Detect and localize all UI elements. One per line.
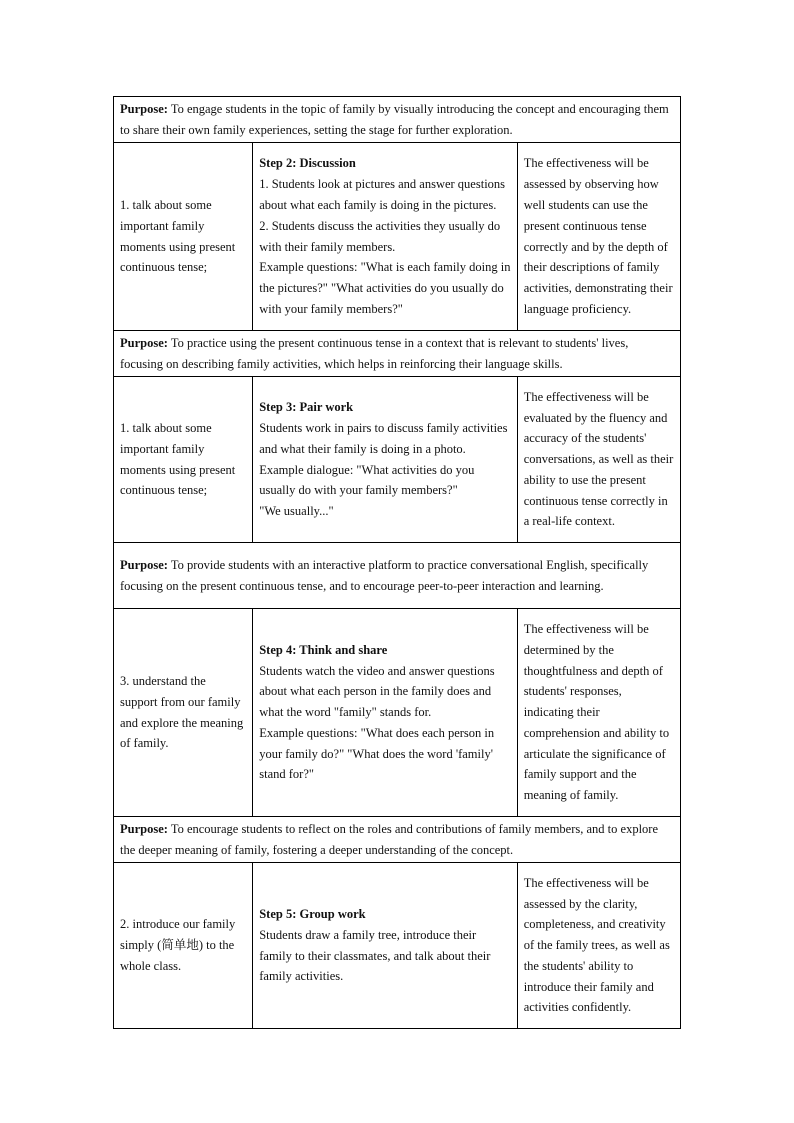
- activity-cell: [253, 377, 517, 543]
- evaluation-cell: The effectiveness will be assessed by observing how well students can use the present continuous tense correctly and by the depth of their descriptions of family activities, demonstrating their language proficiency.: [517, 143, 680, 331]
- lesson-plan-table: [113, 96, 681, 1029]
- purpose-cell: [114, 331, 681, 377]
- objective-cell: 3. understand the support from our family and explore the meaning of family.: [114, 609, 253, 817]
- purpose-row: [114, 817, 681, 863]
- purpose-text: To encourage students to reflect on the roles and contributions of family members, and to explore the deeper meaning of family, fostering a deeper understanding of the concept.: [120, 821, 659, 857]
- activity-line: Example dialogue: "What activities do you usually do with your family members?": [259, 462, 475, 498]
- step-title: Step 2: Discussion: [259, 156, 356, 171]
- evaluation-cell: The effectiveness will be assessed by the clarity, completeness, and creativity of the family trees, as well as the students' ability to introduce their family and activities confidently.: [517, 863, 680, 1029]
- purpose-label: Purpose:: [120, 335, 168, 350]
- step-row: [114, 143, 681, 331]
- activity-line: Students work in pairs to discuss family activities and what their family is doing in a photo.: [259, 420, 508, 456]
- purpose-row: [114, 331, 681, 377]
- purpose-cell: [114, 817, 681, 863]
- purpose-cell: [114, 543, 681, 609]
- evaluation-cell: The effectiveness will be determined by the thoughtfulness and depth of students' responses, indicating their comprehension and ability to articulate the significance of family support and the meaning of family.: [517, 609, 680, 817]
- purpose-text: To provide students with an interactive platform to practice conversational English, specifically focusing on the present continuous tense, and to encourage peer-to-peer interaction and learning.: [120, 557, 649, 593]
- evaluation-cell: The effectiveness will be evaluated by the fluency and accuracy of the students' conversations, as well as their ability to use the present continuous tense correctly in a real-life context.: [517, 377, 680, 543]
- activity-cell: [253, 143, 517, 331]
- purpose-label: Purpose:: [120, 821, 168, 836]
- activity-cell: [253, 863, 517, 1029]
- purpose-label: Purpose:: [120, 101, 168, 116]
- objective-cell: 1. talk about some important family moments using present continuous tense;: [114, 143, 253, 331]
- objective-cell: 1. talk about some important family moments using present continuous tense;: [114, 377, 253, 543]
- purpose-cell: [114, 97, 681, 143]
- activity-line: Example questions: "What does each person in your family do?" "What does the word 'family' stand for?": [259, 725, 495, 782]
- purpose-label: Purpose:: [120, 557, 168, 572]
- step-title: Step 4: Think and share: [259, 642, 388, 657]
- purpose-row: [114, 97, 681, 143]
- activity-line: Example questions: "What is each family doing in the pictures?" "What activities do you usually do with your family members?": [259, 260, 511, 316]
- activity-line: 1. Students look at pictures and answer questions about what each family is doing in the pictures.: [259, 177, 506, 212]
- purpose-row: [114, 543, 681, 609]
- step-row: [114, 863, 681, 1029]
- activity-line: "We usually...": [259, 504, 334, 519]
- step-row: [114, 609, 681, 817]
- activity-cell: [253, 609, 517, 817]
- step-title: Step 3: Pair work: [259, 400, 354, 415]
- activity-line: Students watch the video and answer questions about what each person in the family does and what the word "family" stands for.: [259, 663, 495, 720]
- activity-line: 2. Students discuss the activities they usually do with their family members.: [259, 218, 501, 254]
- step-title: Step 5: Group work: [259, 906, 366, 921]
- purpose-text: To practice using the present continuous tense in a context that is relevant to students' lives, focusing on describing family activities, which helps in reinforcing their language skills.: [120, 335, 629, 371]
- purpose-text: To engage students in the topic of family by visually introducing the concept and encouraging them to share their own family experiences, setting the stage for further exploration.: [120, 101, 669, 137]
- activity-line: Students draw a family tree, introduce their family to their classmates, and talk about their family activities.: [259, 927, 491, 984]
- step-row: [114, 377, 681, 543]
- objective-cell: 2. introduce our family simply (简单地) to the whole class.: [114, 863, 253, 1029]
